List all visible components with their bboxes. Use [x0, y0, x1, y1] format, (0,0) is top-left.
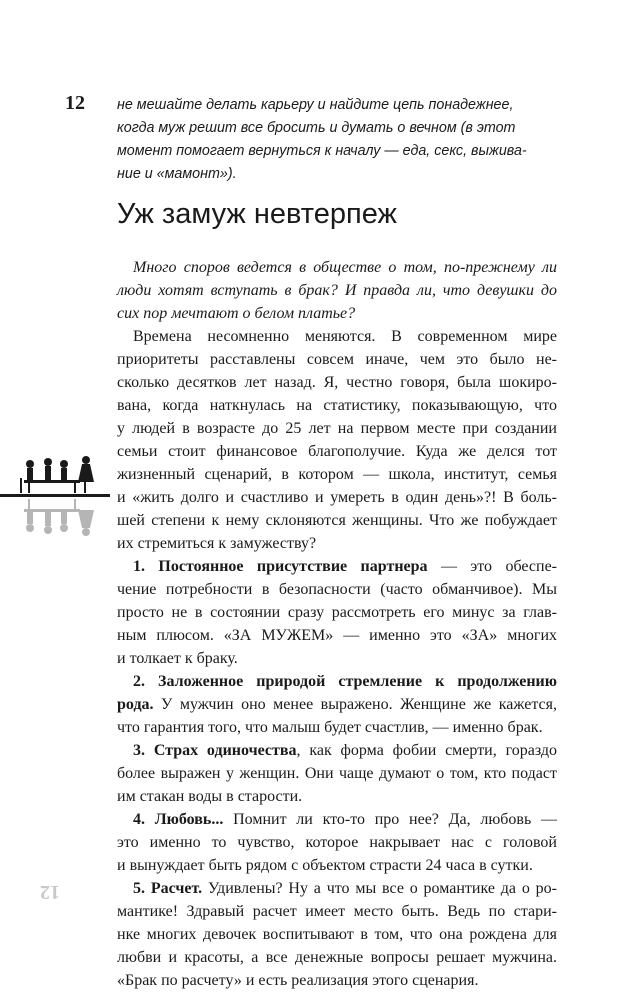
paragraph-line: сколько десятков лет назад. Я, честно говоря, была шокиро-	[117, 374, 557, 391]
intro-line: момент помогает вернуться к началу — еда, секс, выжива-	[117, 143, 527, 159]
intro-line: когда муж решит все бросить и думать о вечном (в этот	[117, 120, 516, 136]
list-item-line: любви и красоты, а все денежные вопросы решает мужчина.	[117, 949, 557, 966]
page-number-mirrored: 12	[40, 881, 60, 903]
dinner-table-illustration	[0, 450, 110, 540]
list-item-line: что гарантия того, что малыш будет счастлив, — именно брак.	[117, 719, 543, 736]
list-item-line	[117, 877, 557, 900]
list-item-heading: 3. Страх одиночества	[133, 742, 297, 759]
list-item-line	[117, 808, 557, 831]
list-item-line: это именно то чувство, которое накрывает нас с головой	[117, 834, 557, 851]
list-item-line: и толкает к браку.	[117, 650, 238, 667]
paragraph-line: Времена несомненно меняются. В современном мире	[133, 328, 557, 345]
list-item-line	[117, 555, 557, 578]
body-text	[117, 256, 557, 992]
lead-line: люди хотят вступать в брак? И правда ли, что девушки до	[117, 282, 557, 299]
list-item-heading: 2. Заложенное природой стремление к продолжению	[133, 673, 557, 690]
paragraph-line: жизненный сценарий, в котором — школа, институт, семья	[117, 466, 557, 483]
list-item-line	[117, 693, 557, 716]
list-item-line: им стакан воды в старости.	[117, 788, 303, 805]
list-item-line	[117, 739, 557, 762]
list-item-text: Удивлены? Ну а что мы все о романтике да о ро-	[202, 880, 557, 897]
list-item-heading: 4. Любовь...	[133, 811, 224, 828]
paragraph-line: их стремиться к замужеству?	[117, 535, 317, 552]
list-item-text: — это обеспе-	[427, 558, 557, 575]
paragraph-line: у людей в возрасте до 25 лет на первом месте при создании	[117, 420, 557, 437]
lead-line: сих пор мечтают о белом платье?	[117, 305, 356, 322]
list-item-line: ным плюсом. «ЗА МУЖЕМ» — именно это «ЗА» многих	[117, 627, 557, 644]
section-title: Уж замуж невтерпеж	[117, 198, 397, 230]
list-item-heading: рода.	[117, 696, 154, 713]
list-item-line: просто не в состоянии сразу рассмотреть его минус за глав-	[117, 604, 557, 621]
list-item-line: нке многих девочек воспитывают в том, что она рождена для	[117, 926, 557, 943]
paragraph-line: приоритеты расставлены совсем иначе, чем это было не-	[117, 351, 557, 368]
page-number: 12	[65, 92, 85, 114]
list-item-text: Помнит ли кто-то про нее? Да, любовь —	[223, 811, 558, 828]
intro-line: ние и «мамонт»).	[117, 166, 237, 182]
paragraph-line: семьи стоит финансовое благополучие. Куда же делся тот	[117, 443, 557, 460]
list-item-line: «Брак по расчету» и есть реализация этого сценария.	[117, 972, 479, 989]
list-item-line	[117, 670, 557, 693]
list-item-heading: 5. Расчет.	[133, 880, 203, 897]
list-item-line: чение потребности в безопасности (часто обманчивое). Мы	[117, 581, 557, 598]
list-item-heading: 1. Постоянное присутствие партнера	[133, 558, 428, 575]
lead-line: Много споров ведется в обществе о том, по-прежнему ли	[133, 259, 557, 276]
list-item-line: и вынуждает быть рядом с объектом страсти 24 часа в сутки.	[117, 857, 533, 874]
intro-line: не мешайте делать карьеру и найдите цепь понадежнее,	[117, 97, 514, 113]
list-item-line: мантике! Здравый расчет имеет место быть. Ведь по стари-	[117, 903, 557, 920]
list-item-text: , как форма фобии смерти, гораздо	[296, 742, 558, 759]
intro-text	[117, 94, 557, 186]
paragraph-line: шей степени к нему склоняются женщины. Что же побуждает	[117, 512, 557, 529]
list-item-text: У мужчин оно менее выражено. Женщине же кажется,	[153, 696, 557, 713]
paragraph-line: и «жить долго и счастливо и умереть в один день»?! В боль-	[117, 489, 557, 506]
list-item-line: более выражен у женщин. Они чаще думают о том, кто подаст	[117, 765, 557, 782]
paragraph-line: вана, когда наткнулась на статистику, показывающую, что	[117, 397, 557, 414]
